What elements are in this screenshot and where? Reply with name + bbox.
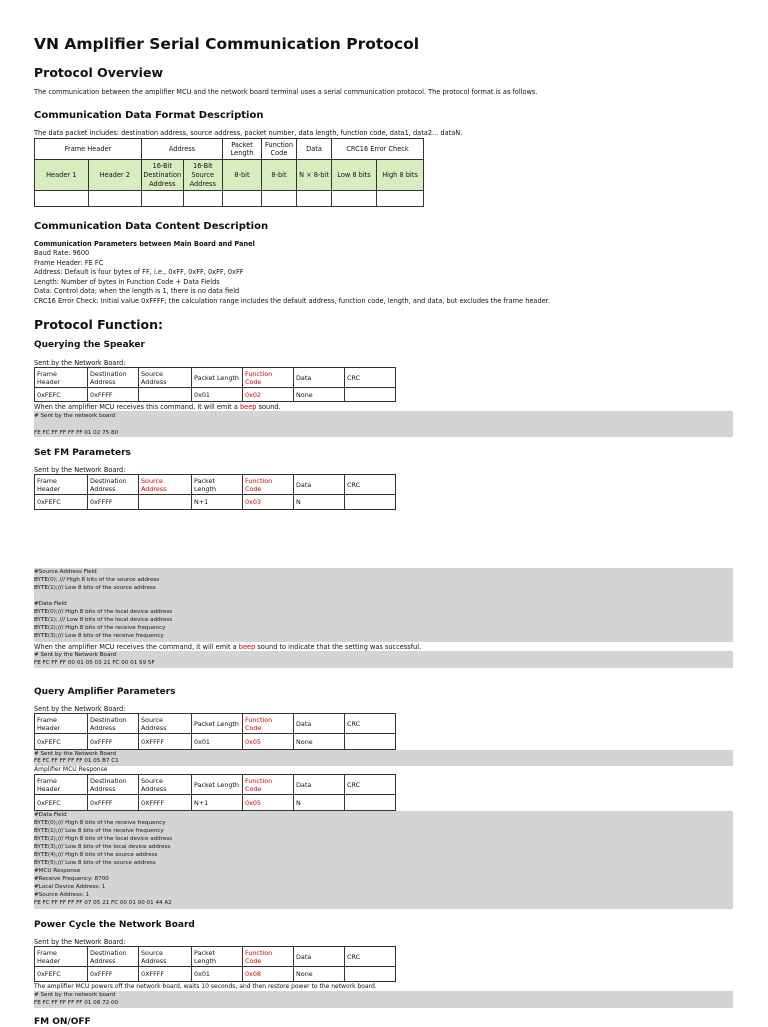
content-line: Frame Header: FE FC — [34, 259, 104, 267]
cell: 0x05 — [243, 795, 294, 811]
col-function-code: Function Code — [243, 947, 294, 967]
col-source: Source Address — [139, 475, 192, 495]
col-destination: Destination Address — [88, 714, 139, 734]
col-crc: CRC — [345, 714, 396, 734]
content-line: CRC16 Error Check: Initial value 0xFFFF; the calculation range includes the default address, function code, length, and data, but excludes the frame header. — [34, 297, 550, 305]
format-empty-cell — [223, 191, 262, 207]
col-destination: Destination Address — [88, 475, 139, 495]
format-empty-cell — [332, 191, 377, 207]
cell: 0XFFFF — [139, 795, 192, 811]
col-crc: CRC — [345, 475, 396, 495]
format-empty-cell — [88, 191, 142, 207]
code-line: FE FC FF FF 00 01 05 03 21 FC 00 01 59 5F — [34, 660, 155, 666]
cell: 0xFEFC — [35, 795, 88, 811]
cell: 0xFEFC — [35, 967, 88, 982]
col-frame-header: Frame Header — [35, 714, 88, 734]
col-packet-length: Packet Length — [192, 775, 243, 795]
col-crc: CRC — [345, 947, 396, 967]
fm-note: When the amplifier MCU receives the command, it will emit a beep sound to indicate that the setting was successful. — [34, 643, 422, 651]
col-frame-header: Frame Header — [35, 775, 88, 795]
cell: 0x08 — [243, 967, 294, 982]
col-data: Data — [294, 475, 345, 495]
format-sub-cell — [142, 160, 184, 191]
cell: 0xFFFF — [88, 734, 139, 750]
cell: N — [294, 495, 345, 510]
cell: 0x05 — [243, 734, 294, 750]
col-frame-header: Frame Header — [35, 947, 88, 967]
col-destination: Destination Address — [88, 947, 139, 967]
format-heading: Communication Data Format Description — [34, 110, 264, 121]
cell: None — [294, 967, 345, 982]
format-sub-cell: 8-bit — [223, 160, 262, 191]
col-source: Source Address — [139, 714, 192, 734]
format-sub-cell: N × 8-bit — [297, 160, 332, 191]
code-line: BYTE(2);/// High 8 bits of the local device address — [34, 836, 173, 842]
cell: 0xFEFC — [35, 734, 88, 750]
col-packet-length: Packet Length — [192, 947, 243, 967]
cell: 0xFEFC — [35, 495, 88, 510]
speaker-note: When the amplifier MCU receives this command, it will emit a beep sound. — [34, 403, 281, 411]
code-line: FE FC FF FF FF FF 01 02 75 80 — [34, 430, 119, 436]
cell: 0x01 — [192, 734, 243, 750]
power-cycle-heading: Power Cycle the Network Board — [34, 920, 195, 930]
format-header-cell: Function Code — [262, 139, 297, 160]
code-line: BYTE(5);/// Low 8 bits of the source address — [34, 860, 156, 866]
overview-text: The communication between the amplifier MCU and the network board terminal uses a serial communication protocol. The protocol format is as follows. — [34, 88, 538, 96]
response-label: Amplifier MCU Response — [34, 766, 108, 773]
code-line: FE FC FF FF FF FF 07 05 21 FC 00 01 00 01 44 A2 — [34, 900, 172, 906]
sent-by-label: Sent by the Network Board: — [34, 938, 126, 946]
format-sub-text: 16-Bit Source Address — [189, 161, 216, 188]
cell — [139, 495, 192, 510]
col-source: Source Address — [139, 775, 192, 795]
function-heading: Protocol Function: — [34, 317, 163, 332]
col-destination: Destination Address — [88, 775, 139, 795]
cell — [345, 495, 396, 510]
code-line: BYTE(4);/// High 8 bits of the source address — [34, 852, 158, 858]
cell — [345, 734, 396, 750]
format-sub-text: 16-Bit Destination Address — [143, 161, 182, 188]
format-sub-cell: Header 1 — [35, 160, 89, 191]
code-block — [34, 651, 733, 668]
col-function-code: Function Code — [243, 775, 294, 795]
format-empty-cell — [183, 191, 222, 207]
col-source: Source Address — [139, 368, 192, 388]
col-function-code: Function Code — [243, 475, 294, 495]
command-table — [34, 474, 396, 510]
col-packet-length: Packet Length — [192, 368, 243, 388]
cell — [139, 388, 192, 402]
cell: 0x03 — [243, 495, 294, 510]
code-block — [34, 991, 733, 1008]
col-destination: Destination Address — [88, 368, 139, 388]
code-line: #Local Device Address: 1 — [34, 884, 106, 890]
command-table — [34, 713, 396, 750]
cell: 0xFFFF — [88, 388, 139, 402]
format-header-cell: Data — [297, 139, 332, 160]
code-line: # Sent by the network board — [34, 992, 116, 998]
power-cycle-note: The amplifier MCU powers off the network board, waits 10 seconds, and then restore power to the network board. — [34, 983, 377, 990]
cell: 0x01 — [192, 967, 243, 982]
set-fm-heading: Set FM Parameters — [34, 448, 131, 458]
col-data: Data — [294, 714, 345, 734]
content-heading: Communication Data Content Description — [34, 221, 269, 232]
cell: N+1 — [192, 495, 243, 510]
code-line: BYTE(0);/// High 8 bits of the local device address — [34, 609, 173, 615]
code-line: BYTE(1);/// Low 8 bits of the source address — [34, 585, 156, 591]
command-table — [34, 367, 396, 402]
code-block — [34, 411, 733, 437]
code-block — [34, 568, 733, 642]
format-text: The data packet includes: destination address, source address, packet number, data length, function code, data1, data2... dataN. — [34, 129, 463, 137]
cell — [345, 795, 396, 811]
cell: None — [294, 734, 345, 750]
cell: 0xFFFF — [88, 495, 139, 510]
code-line: #MCU Response — [34, 868, 81, 874]
code-line: FE FC FF FF FF FF 01 08 72 00 — [34, 1000, 119, 1006]
command-table — [34, 946, 396, 982]
format-sub-cell — [183, 160, 222, 191]
format-sub-cell: High 8 bits — [377, 160, 424, 191]
cell: 0xFFFF — [88, 795, 139, 811]
cell: 0x02 — [243, 388, 294, 402]
code-block — [34, 811, 733, 909]
code-line: BYTE(1);/// Low 8 bits of the receive frequency — [34, 828, 164, 834]
fm-onoff-heading: FM ON/OFF — [34, 1017, 91, 1027]
cell: None — [294, 388, 345, 402]
cell — [345, 388, 396, 402]
col-function-code: Function Code — [243, 714, 294, 734]
col-packet-length: Packet Length — [192, 714, 243, 734]
sent-by-label: Sent by the Network Board: — [34, 359, 126, 367]
code-line: # Sent by the Network Board — [34, 751, 117, 757]
code-line: # Sent by the Network Board — [34, 652, 117, 658]
format-table — [34, 138, 424, 207]
command-table — [34, 774, 396, 811]
overview-heading: Protocol Overview — [34, 65, 163, 80]
format-empty-cell — [142, 191, 184, 207]
cell: 0XFFFF — [139, 967, 192, 982]
format-empty-cell — [262, 191, 297, 207]
content-line: Data: Control data; when the length is 1, there is no data field — [34, 287, 240, 295]
col-data: Data — [294, 368, 345, 388]
page-title: VN Amplifier Serial Communication Protocol — [34, 35, 420, 53]
content-line: Baud Rate: 9600 — [34, 249, 90, 257]
format-sub-cell: Low 8 bits — [332, 160, 377, 191]
col-crc: CRC — [345, 368, 396, 388]
code-line: BYTE(0); /// High 8 bits of the source address — [34, 577, 160, 583]
code-line: #Source Address: 1 — [34, 892, 90, 898]
code-line: #Data Field — [34, 601, 67, 607]
code-block — [34, 750, 733, 766]
cell: N — [294, 795, 345, 811]
col-crc: CRC — [345, 775, 396, 795]
format-header-cell: Frame Header — [35, 139, 142, 160]
format-empty-cell — [297, 191, 332, 207]
cell: N+1 — [192, 795, 243, 811]
code-line: BYTE(1); /// Low 8 bits of the local device address — [34, 617, 173, 623]
format-header-cell: Address — [142, 139, 223, 160]
query-speaker-heading: Querying the Speaker — [34, 340, 145, 350]
code-line: #Source Address Field — [34, 569, 97, 575]
code-line: # Sent by the network board — [34, 413, 116, 419]
code-line: #Data Field — [34, 812, 67, 818]
content-line: Address: Default is four bytes of FF, i.e., 0xFF, 0xFF, 0xFF, 0xFF — [34, 268, 244, 276]
col-data: Data — [294, 947, 345, 967]
code-line: BYTE(3);/// Low 8 bits of the receive frequency — [34, 633, 164, 639]
format-header-cell: Packet Length — [223, 139, 262, 160]
query-amp-heading: Query Amplifier Parameters — [34, 687, 176, 697]
sent-by-label: Sent by the Network Board: — [34, 466, 126, 474]
code-line: BYTE(2);/// High 8 bits of the receive frequency — [34, 625, 166, 631]
cell: 0XFFFF — [139, 734, 192, 750]
sent-by-label: Sent by the Network Board: — [34, 705, 126, 713]
cell — [345, 967, 396, 982]
format-sub-cell: Header 2 — [88, 160, 142, 191]
col-source: Source Address — [139, 947, 192, 967]
col-frame-header: Frame Header — [35, 368, 88, 388]
format-sub-cell: 8-bit — [262, 160, 297, 191]
cell: 0x01 — [192, 388, 243, 402]
format-empty-cell — [35, 191, 89, 207]
format-header-cell: CRC16 Error Check — [332, 139, 424, 160]
code-line: FE FC FF FF FF FF 01 05 B7 C1 — [34, 758, 119, 764]
col-data: Data — [294, 775, 345, 795]
content-line: Length: Number of bytes in Function Code + Data Fields — [34, 278, 220, 286]
cell: 0xFEFC — [35, 388, 88, 402]
code-line: BYTE(3);/// Low 8 bits of the local device address — [34, 844, 171, 850]
col-frame-header: Frame Header — [35, 475, 88, 495]
cell: 0xFFFF — [88, 967, 139, 982]
col-packet-length: Packet Length — [192, 475, 243, 495]
code-line: BYTE(0);/// High 8 bits of the receive frequency — [34, 820, 166, 826]
content-subheading: Communication Parameters between Main Board and Panel — [34, 240, 255, 248]
format-empty-cell — [377, 191, 424, 207]
col-function-code: Function Code — [243, 368, 294, 388]
code-line: #Receive Frequency: 8700 — [34, 876, 109, 882]
